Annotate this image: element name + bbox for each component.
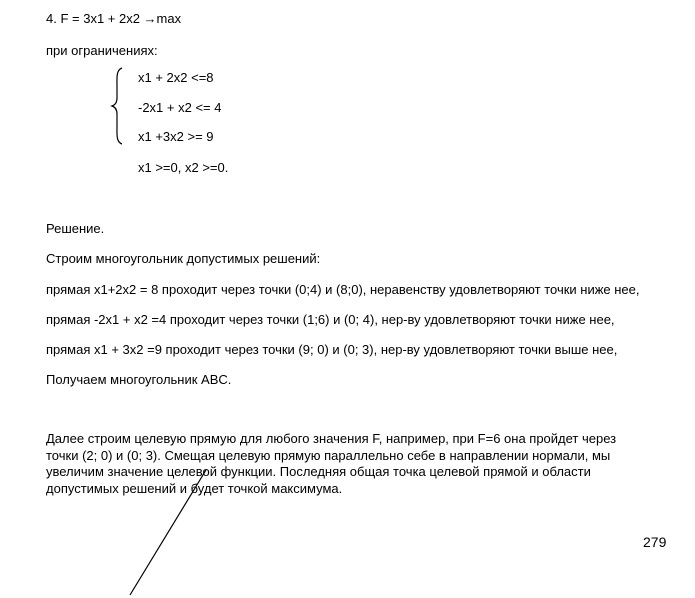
solution-line-3: прямая x1 + 3x2 =9 проходит через точки (9; 0) и (0; 3), нер-ву удовлетворяют точки выше нее,: [46, 342, 618, 357]
solution-step-1: Строим многоугольник допустимых решений:: [46, 251, 321, 266]
solution-paragraph: Далее строим целевую прямую для любого значения F, например, при F=6 она пройдет через точки (2; 0) и (0; 3). Смещая целевую прямую параллельно себе в направлении нормали, мы увеличим значение целевой функции. Последняя общая точка целевой прямой и области допустимых решений и будет точкой максимума.: [46, 431, 617, 496]
constraints-intro: при ограничениях:: [46, 43, 158, 58]
constraint-2: -2x1 + x2 <= 4: [138, 100, 222, 115]
constraint-3: x1 +3x2 >= 9: [138, 129, 214, 144]
nonneg-constraint: x1 >=0, x2 >=0.: [138, 160, 229, 175]
page-number: 279: [643, 534, 667, 550]
solution-line-2: прямая -2x1 + x2 =4 проходит через точки (1;6) и (0; 4), нер-ву удовлетворяют точки ниже нее,: [46, 312, 615, 327]
solution-heading: Решение.: [46, 221, 105, 236]
problem-title: 4. F = 3x1 + 2x2 →max: [46, 11, 182, 26]
constraint-1: x1 + 2x2 <=8: [138, 70, 214, 85]
solution-line-1: прямая x1+2x2 = 8 проходит через точки (0;4) и (8;0), неравенству удовлетворяют точки ниже нее,: [46, 282, 640, 297]
solution-result: Получаем многоугольник ABC.: [46, 372, 232, 387]
